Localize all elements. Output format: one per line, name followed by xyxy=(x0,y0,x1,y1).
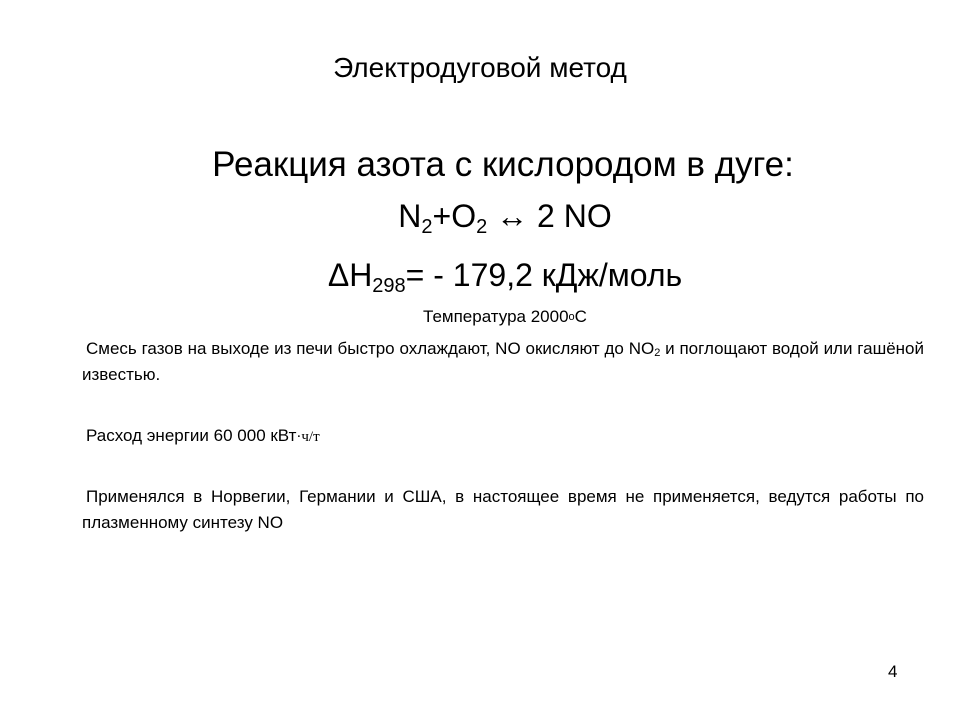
slide-title: Электродуговой метод xyxy=(333,52,627,83)
enthalpy-number: = - 179,2 кДж/моль xyxy=(405,257,683,293)
equation-product: ↔ 2 NO xyxy=(487,198,612,234)
cooling-text-end: и поглощают водой или гашёной известью. xyxy=(82,339,925,384)
usage-paragraph: Применялся в Норвегии, Германии и США, в настоящее время не применяется, ведутся работы по плазменному синтезу NO xyxy=(82,487,924,532)
equation-nitrogen-subscript: 2 xyxy=(421,216,433,238)
energy-text: Расход энергии 60 000 кВт xyxy=(86,426,297,445)
cooling-text-start: Смесь газов на выходе из печи быстро охлаждают, NO окисляют до NO xyxy=(86,339,655,358)
temperature-degree: о xyxy=(568,311,575,323)
enthalpy-symbol: ΔH xyxy=(327,257,373,293)
reaction-equation xyxy=(0,195,960,237)
enthalpy-subscript: 298 xyxy=(372,275,406,297)
enthalpy-value xyxy=(0,254,960,296)
equation-oxygen-subscript: 2 xyxy=(476,216,488,238)
page-number: 4 xyxy=(888,662,898,681)
cooling-subscript: 2 xyxy=(654,347,661,359)
cooling-paragraph xyxy=(82,336,924,388)
reaction-heading: Реакция азота с кислородом в дуге: xyxy=(212,145,794,184)
temperature-unit: С xyxy=(574,307,587,326)
temperature-note xyxy=(0,305,960,329)
equation-nitrogen: N xyxy=(398,198,422,234)
equation-oxygen: +O xyxy=(432,198,477,234)
energy-unit: ·ч/т xyxy=(296,429,320,445)
energy-paragraph xyxy=(82,423,924,450)
temperature-text: Температура 2000 xyxy=(423,307,569,326)
